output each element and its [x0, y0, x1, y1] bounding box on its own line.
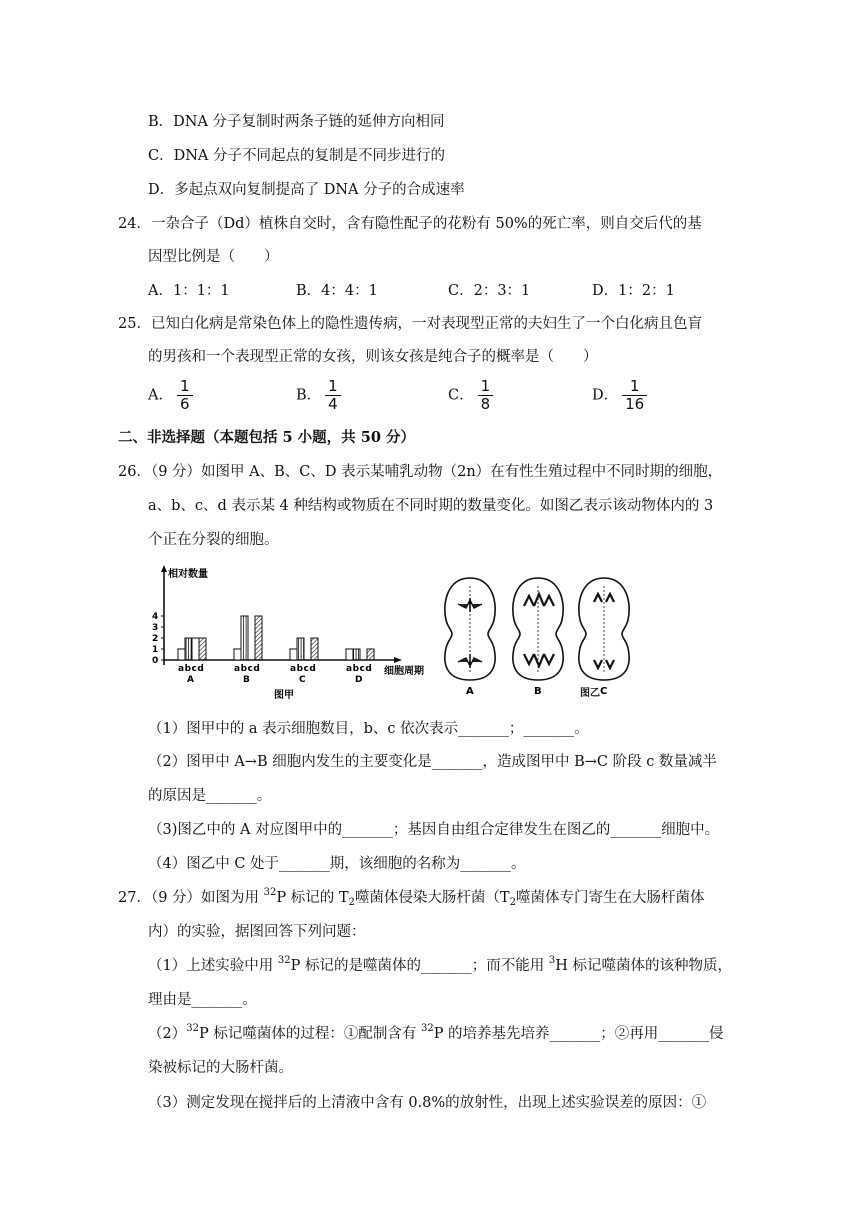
y-tick-labels [152, 612, 164, 666]
figure-jia-ylabel: 相对数量 [168, 569, 208, 580]
cell-a-diagram [445, 578, 495, 680]
option-label: A． [148, 387, 173, 404]
category-label-C: C [299, 675, 306, 685]
figure-yi-caption: 图乙 [580, 688, 600, 699]
fraction [478, 378, 494, 413]
figure-jia-chart [148, 562, 438, 702]
figure-yi-cells [438, 572, 638, 700]
bar-d-B [255, 616, 262, 660]
bar-b-A [185, 638, 192, 660]
y-tick-label: 0 [152, 656, 159, 666]
category-label-B: B [243, 675, 250, 685]
option-label: D． [592, 387, 619, 404]
bar-letters: abcd [290, 664, 317, 674]
y-tick-label: 1 [152, 645, 159, 655]
bar-b-B [241, 616, 248, 660]
q25-option-d [592, 378, 647, 413]
q27-sub2-line2: 染被标记的大肠杆菌。 [148, 1060, 293, 1076]
option-label: B． [296, 387, 322, 404]
bar-b-D [353, 649, 360, 660]
bar-b-C [297, 638, 304, 660]
fraction [325, 378, 341, 413]
q27-sub3-line1: （3）测定发现在搅拌后的上清液中含有 0.8%的放射性，出现上述实验误差的原因：① [148, 1095, 707, 1111]
fraction-numerator: 1 [478, 378, 494, 396]
q26-sub2-line1: （2）图甲中 A→B 细胞内发生的主要变化是_______，造成图甲中 B→C 阶段 c 数量减半 [148, 754, 717, 770]
bar-letters: abcd [178, 664, 205, 674]
q25-stem-line2: 的男孩和一个表现型正常的女孩，则该女孩是纯合子的概率是（ ） [148, 349, 598, 365]
y-tick-label: 2 [152, 634, 159, 644]
q24-option-a: A．1：1：1 [148, 283, 230, 299]
x-axis-arrow [394, 657, 402, 663]
fraction-denominator: 8 [480, 395, 491, 413]
q23-option-c: C．DNA 分子不同起点的复制是不同步进行的 [148, 148, 445, 164]
q26-sub2-line2: 的原因是_______。 [148, 788, 272, 804]
q24-stem-line1: 24．一杂合子（Dd）植株自交时，含有隐性配子的花粉有 50%的死亡率，则自交后代的基 [118, 216, 702, 232]
bar-a-A [178, 649, 185, 660]
fraction-numerator: 1 [325, 378, 341, 396]
q24-option-c: C．2：3：1 [448, 283, 531, 299]
q24-option-d: D．1：2：1 [592, 283, 675, 299]
q24-stem-line2: 因型比例是（ ） [148, 249, 279, 265]
cell-b-diagram [513, 578, 563, 680]
bar-d-C [311, 638, 318, 660]
q26-sub1: （1）图甲中的 a 表示细胞数目，b、c 依次表示_______；_______。 [148, 721, 589, 737]
section-heading: 二、非选择题（本题包括 5 小题，共 50 分） [118, 429, 415, 446]
q27-stem-line2: 内）的实验，据图回答下列问题： [148, 924, 366, 940]
bar-c-A [192, 638, 199, 660]
q26-sub4: （4）图乙中 C 处于_______期，该细胞的名称为_______。 [148, 856, 526, 872]
category-label-A: A [187, 675, 194, 685]
y-axis-arrow [161, 565, 167, 572]
y-tick-label: 4 [152, 612, 159, 622]
bar-a-B [234, 649, 241, 660]
category-label-D: D [355, 675, 363, 685]
q27-stem-line1: 27．（9 分）如图为用 $^{32}$P 标记的 $T_2$噬菌体侵染大肠杆菌（$T_2$噬菌体专门寄生在大肠杆菌体 [118, 887, 705, 908]
q26-stem-line3: 个正在分裂的细胞。 [148, 532, 279, 548]
y-tick-label: 3 [152, 623, 159, 633]
cell-label-c: C [600, 686, 608, 697]
q26-stem-line1: 26．（9 分）如图甲 A、B、C、D 表示某哺乳动物（2n）在有性生殖过程中不同时期的细胞， [118, 464, 723, 480]
bars [178, 616, 374, 660]
q23-option-b: B．DNA 分子复制时两条子链的延伸方向相同 [148, 114, 445, 130]
q24-option-b: B．4：4：1 [296, 283, 378, 299]
x-labels [178, 664, 372, 685]
q25-option-a [148, 378, 193, 413]
q27-sub1-line2: 理由是_______。 [148, 992, 257, 1008]
q25-option-b [296, 378, 341, 413]
fraction-denominator: 16 [625, 395, 645, 413]
cell-c-diagram [579, 578, 629, 680]
fraction [177, 378, 193, 413]
fraction-numerator: 1 [177, 378, 193, 396]
figure-jia-xlabel: 细胞周期 [384, 666, 424, 677]
q27-sub2-line1: $(2)^{32}P$ 标记噬菌体的过程：①配制含有 $^{32}$P 的培养基先培养_______；②再用_______侵 [148, 1023, 724, 1042]
bar-letters: abcd [346, 664, 373, 674]
bar-a-D [346, 649, 353, 660]
cell-label-a: A [466, 686, 474, 697]
figure-jia-caption: 图甲 [274, 690, 294, 701]
fraction-numerator: 1 [622, 378, 647, 396]
fraction-denominator: 6 [179, 395, 190, 413]
cell-label-b: B [534, 686, 542, 697]
bar-a-C [290, 649, 297, 660]
bar-letters: abcd [234, 664, 261, 674]
q27-sub1-line1: （1）上述实验中用 $^{32}$P 标记的是噬菌体的_______；而不能用 $^3$H 标记噬菌体的该种物质， [148, 955, 732, 974]
bar-d-D [367, 649, 374, 660]
q25-option-c [448, 378, 493, 413]
fraction [622, 378, 647, 413]
q26-sub3: （3)图乙中的 A 对应图甲中的_______；基因自由组合定律发生在图乙的_______细胞中。 [148, 822, 720, 838]
bar-d-A [199, 638, 206, 660]
q23-option-d: D．多起点双向复制提高了 DNA 分子的合成速率 [148, 182, 465, 198]
option-label: C． [448, 387, 474, 404]
fraction-denominator: 4 [328, 395, 338, 413]
q25-stem-line1: 25．已知白化病是常染色体上的隐性遗传病，一对表现型正常的夫妇生了一个白化病且色盲 [118, 316, 702, 332]
q26-stem-line2: a、b、c、d 表示某 4 种结构或物质在不同时期的数量变化。如图乙表示该动物体内的 3 [148, 498, 714, 514]
